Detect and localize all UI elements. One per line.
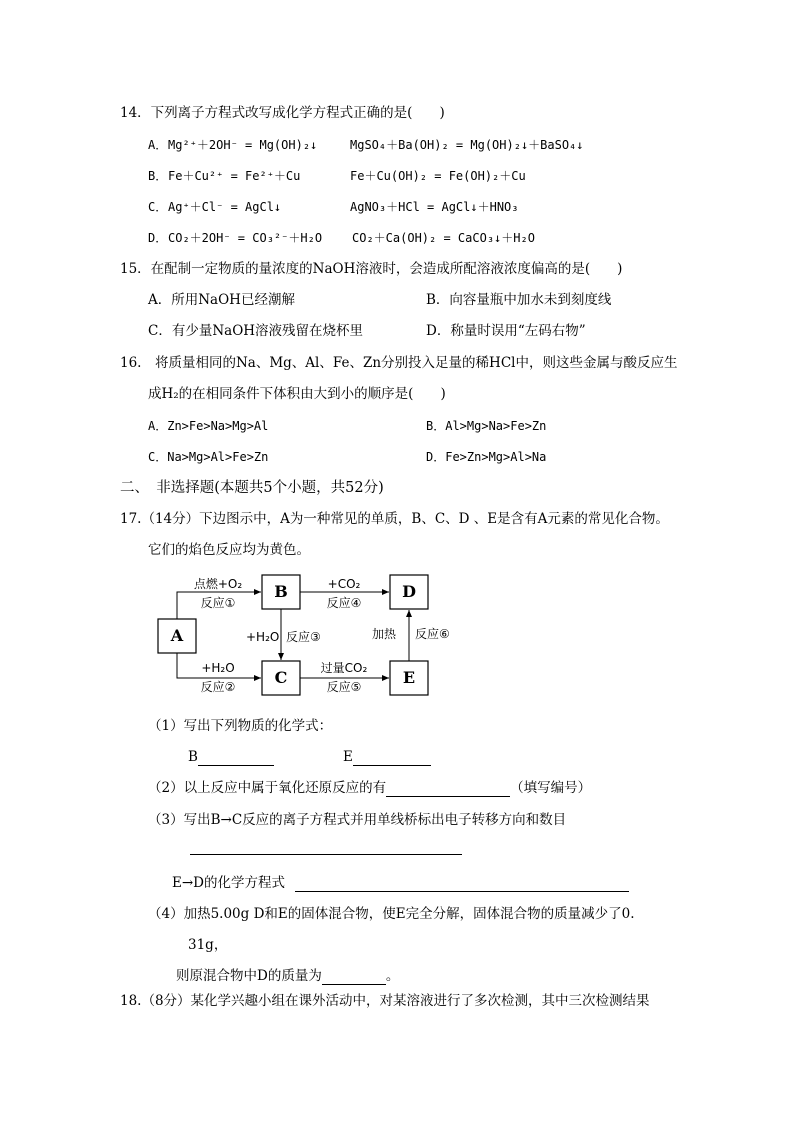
q17-part1-b-label: B	[188, 749, 198, 765]
r5-reagent: 过量CO₂	[320, 661, 368, 675]
q14-stem: 14．下列离子方程式改写成化学方程式正确的是( )	[120, 105, 445, 121]
q17-part1: （1）写出下列物质的化学式：	[148, 718, 333, 734]
reaction-flow-diagram	[150, 568, 450, 704]
q15-option-a: A．所用NaOH已经潮解	[148, 292, 295, 308]
r3-label: 反应③	[286, 630, 321, 644]
q17-part3-ed-row	[172, 874, 629, 892]
q14-option-d-label: D．	[148, 231, 168, 245]
q17-part4-line1: （4）加热5.00g D和E的固体混合物，使E完全分解，固体混合物的质量减少了0.	[148, 906, 635, 922]
box-d-label: D	[402, 582, 416, 601]
q17-part4-end: 。	[385, 968, 400, 984]
r2-reagent: +H₂O	[201, 661, 235, 675]
box-c-label: C	[274, 668, 288, 687]
r1-label: 反应①	[200, 596, 236, 610]
q14-option-b-chemical: Fe＋Cu(OH)₂ = Fe(OH)₂＋Cu	[350, 169, 526, 183]
box-e-label: E	[402, 668, 416, 687]
q14-option-a-label: A．	[148, 138, 168, 152]
q15-option-c: C．有少量NaOH溶液残留在烧杯里	[148, 323, 364, 339]
q14-option-b-label: B．	[148, 169, 168, 183]
r2-label: 反应②	[200, 680, 236, 694]
r6-label: 反应⑥	[415, 627, 450, 641]
q16-option-c: C．Na>Mg>Al>Fe>Zn	[148, 450, 269, 464]
answer-blank-b[interactable]	[198, 751, 274, 766]
q17-part1-e-label: E	[343, 749, 353, 765]
q14-option-c-chemical: AgNO₃＋HCl = AgCl↓＋HNO₃	[350, 200, 519, 214]
q16-stem-line1: 16. 将质量相同的Na、Mg、Al、Fe、Zn分别投入足量的稀HCl中，则这些金属与酸反应生	[120, 355, 678, 371]
q17-part4-line2: 31g，	[188, 937, 228, 953]
r3-reagent: +H₂O	[246, 630, 280, 644]
r1-reagent: 点燃+O₂	[193, 577, 243, 591]
q16-option-a: A．Zn>Fe>Na>Mg>Al	[148, 419, 269, 433]
box-a-label: A	[170, 626, 184, 645]
r4-reagent: +CO₂	[327, 577, 361, 591]
answer-blank-ed-equation[interactable]	[295, 877, 629, 892]
q17-part2-suffix: （填写编号）	[510, 780, 592, 796]
q15-stem: 15．在配制一定物质的量浓度的NaOH溶液时，会造成所配溶液浓度偏高的是( )	[120, 261, 623, 277]
q17-part3: （3）写出B→C反应的离子方程式并用单线桥标出电子转移方向和数目	[148, 812, 567, 828]
answer-blank-redox[interactable]	[386, 782, 510, 797]
answer-blank-d-mass[interactable]	[322, 970, 386, 985]
q14-option-c-label: C．	[148, 200, 168, 214]
q14-option-b-ionic: Fe＋Cu²⁺ = Fe²⁺＋Cu	[168, 169, 301, 183]
q17-stem-line1: 17.（14分）下边图示中，A为一种常见的单质，B、C、D 、E是含有A元素的常见化合物。	[120, 511, 669, 527]
r4-label: 反应④	[326, 596, 362, 610]
q17-part4-label: 则原混合物中D的质量为	[176, 968, 322, 984]
q17-stem-line2: 它们的焰色反应均为黄色。	[148, 542, 310, 558]
q15-option-b: B．向容量瓶中加水未到刻度线	[426, 292, 612, 308]
q16-option-d: D．Fe>Zn>Mg>Al>Na	[426, 450, 547, 464]
section-heading: 二、 非选择题(本题共5个小题，共52分)	[120, 480, 384, 496]
q16-stem-line2: 成H₂的在相同条件下体积由大到小的顺序是( )	[148, 386, 446, 402]
q14-option-a-ionic: Mg²⁺＋2OH⁻ = Mg(OH)₂↓	[168, 138, 318, 152]
r6-condition: 加热	[372, 627, 397, 641]
answer-blank-ionic-equation[interactable]	[190, 840, 462, 855]
q17-part2-prefix: （2）以上反应中属于氧化还原反应的有	[148, 780, 387, 796]
q18-stem: 18.（8分）某化学兴趣小组在课外活动中，对某溶液进行了多次检测，其中三次检测结果	[120, 993, 650, 1009]
q14-option-d-chemical: CO₂＋Ca(OH)₂ = CaCO₃↓＋H₂O	[352, 231, 535, 245]
q17-part2-row	[148, 779, 591, 797]
q14-option-d-ionic: CO₂＋2OH⁻ = CO₃²⁻＋H₂O	[168, 231, 323, 245]
q17-part1-e-row	[343, 748, 431, 766]
box-b-label: B	[274, 582, 288, 601]
q15-option-d: D．称量时误用“左码右物”	[426, 323, 586, 339]
q17-part1-b-row	[188, 748, 274, 766]
q14-option-a-chemical: MgSO₄＋Ba(OH)₂ = Mg(OH)₂↓＋BaSO₄↓	[350, 138, 584, 152]
q16-option-b: B．Al>Mg>Na>Fe>Zn	[426, 419, 547, 433]
answer-blank-e[interactable]	[353, 751, 431, 766]
q17-part4-row	[176, 967, 399, 985]
r5-label: 反应⑤	[326, 680, 362, 694]
q14-option-c-ionic: Ag⁺＋Cl⁻ = AgCl↓	[168, 200, 282, 214]
q17-part3-ed-label: E→D的化学方程式	[172, 875, 285, 891]
